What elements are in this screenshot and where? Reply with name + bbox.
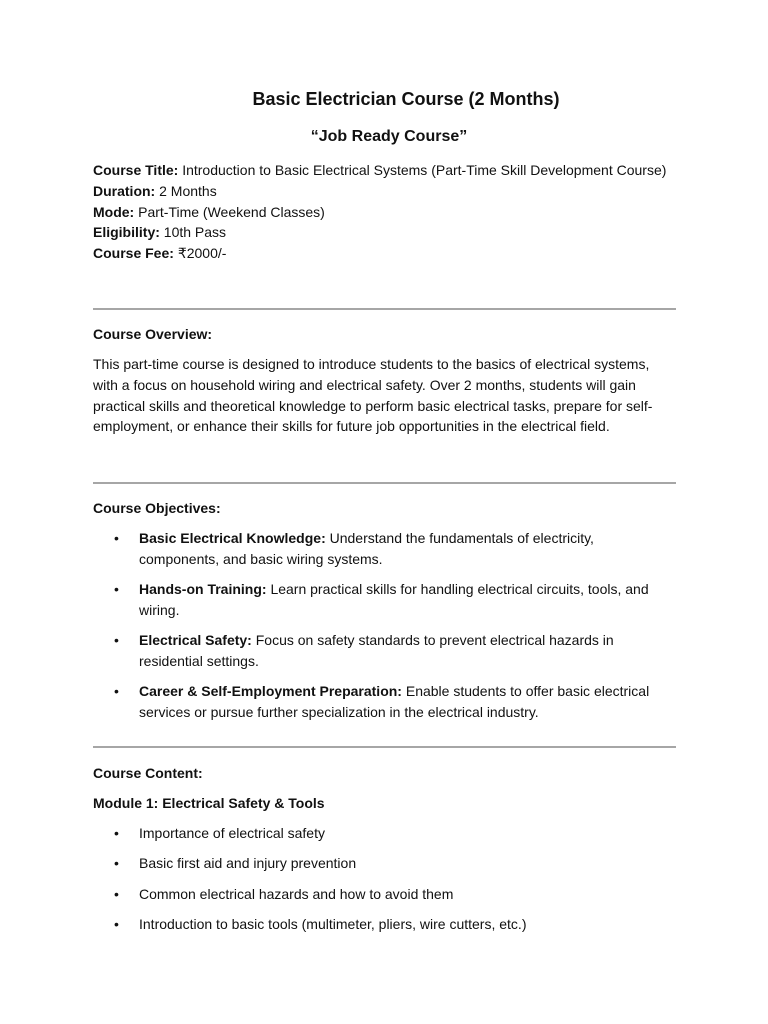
overview-paragraph: This part-time course is designed to introduce students to the basics of electrical systems, with a focus on household wiring and electrical safety. Over 2 months, students will gain practical skills and theoretical knowledge to perform basic electrical tasks, prepare for self-employment, or enhance their skills for future job opportunities in the electrical field. <box>93 356 653 435</box>
mode-label: Mode: <box>93 203 135 220</box>
course-title-value: Introduction to Basic Electrical Systems (Part-Time Skill Development Course) <box>182 162 667 178</box>
module-item-text: Basic first aid and injury prevention <box>139 855 357 872</box>
objective-text: Enable students to offer basic electrical services or pursue further specialization in the electrical industry. <box>139 683 650 721</box>
bullet-icon: • <box>114 632 119 649</box>
objective-label: Electrical Safety: <box>139 632 252 649</box>
objective-label: Hands-on Training: <box>139 581 267 598</box>
eligibility-value: 10th Pass <box>163 224 227 241</box>
list-item <box>93 853 673 874</box>
objectives-list <box>93 528 673 732</box>
list-item <box>93 884 673 905</box>
module-1-list <box>93 823 673 945</box>
mode-row <box>93 202 668 223</box>
duration-value: 2 Months <box>159 182 217 199</box>
module-item-text: Common electrical hazards and how to avoid them <box>139 885 454 902</box>
fee-value: ₹2000/- <box>177 245 227 262</box>
document-subtitle: “Job Ready Course” <box>310 128 468 145</box>
content-heading: Course Content: <box>93 765 203 781</box>
module-item-text: Importance of electrical safety <box>139 825 325 841</box>
list-item <box>93 528 673 570</box>
fee-label: Course Fee: <box>93 245 174 262</box>
overview-heading: Course Overview: <box>93 326 213 342</box>
course-title-row <box>93 160 668 181</box>
course-title-label: Course Title: <box>93 162 179 178</box>
bullet-icon: • <box>114 683 119 700</box>
module-1-title: Module 1: Electrical Safety & Tools <box>93 795 325 811</box>
mode-value: Part-Time (Weekend Classes) <box>138 203 325 220</box>
bullet-icon: • <box>114 885 119 902</box>
objective-label: Basic Electrical Knowledge: <box>139 530 326 546</box>
eligibility-label: Eligibility: <box>93 224 160 241</box>
list-item <box>93 630 673 672</box>
divider <box>93 308 676 310</box>
eligibility-row <box>93 222 668 243</box>
document-title: Basic Electrician Course (2 Months) <box>252 89 560 109</box>
objective-text: Focus on safety standards to prevent electrical hazards in residential settings. <box>139 632 614 669</box>
objective-label: Career & Self-Employment Preparation: <box>139 683 402 700</box>
list-item <box>93 681 673 723</box>
divider <box>93 482 676 484</box>
divider <box>93 746 676 748</box>
bullet-icon: • <box>114 530 119 546</box>
duration-row <box>93 181 668 202</box>
duration-label: Duration: <box>93 182 156 199</box>
bullet-icon: • <box>114 855 119 872</box>
bullet-icon: • <box>114 581 119 598</box>
objective-text: Understand the fundamentals of electricity, components, and basic wiring systems. <box>139 530 594 567</box>
bullet-icon: • <box>114 825 119 841</box>
bullet-icon: • <box>114 916 119 933</box>
list-item <box>93 579 673 621</box>
objective-text: Learn practical skills for handling electrical circuits, tools, and wiring. <box>139 581 649 618</box>
list-item <box>93 914 673 935</box>
module-item-text: Introduction to basic tools (multimeter, pliers, wire cutters, etc.) <box>139 916 527 933</box>
list-item <box>93 823 673 844</box>
objectives-heading: Course Objectives: <box>93 500 221 516</box>
course-info-block <box>93 160 668 264</box>
fee-row <box>93 243 668 264</box>
